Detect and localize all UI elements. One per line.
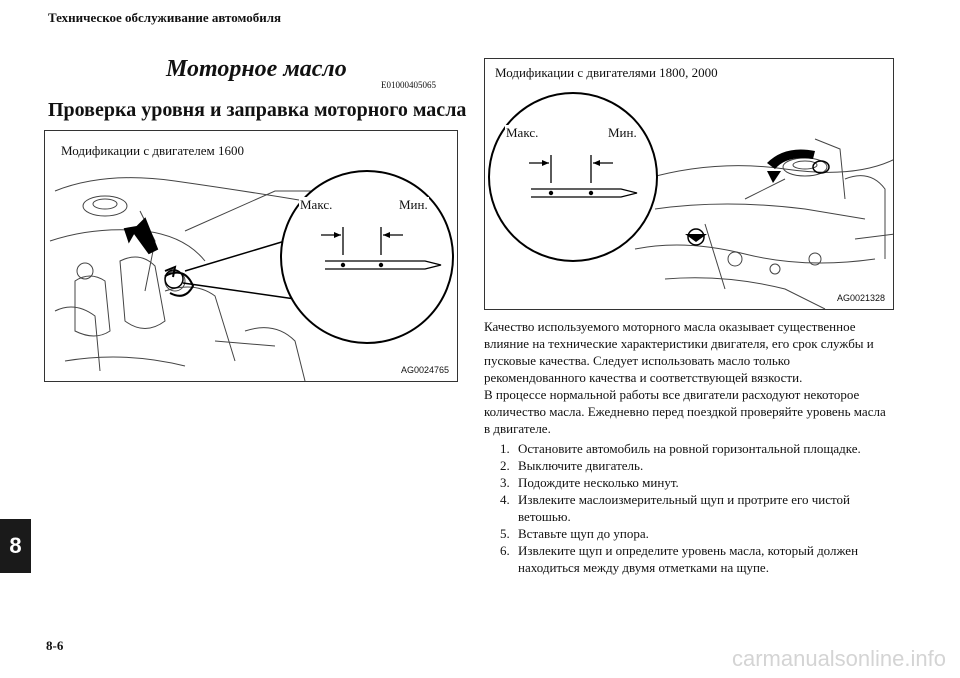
step-number: 5. [500, 526, 510, 541]
body-text [484, 318, 894, 437]
step-text: Извлеките щуп и определите уровень масла, который должен находиться между двумя отметками на щупе. [518, 543, 859, 575]
step-text: Выключите двигатель. [518, 458, 644, 473]
steps-list [500, 440, 900, 576]
step-number: 6. [500, 543, 510, 558]
step-text: Вставьте щуп до упора. [518, 526, 649, 541]
step-text: Извлеките маслоизмерительный щуп и протрите его чистой ветошью. [518, 492, 850, 524]
list-item [500, 542, 900, 576]
body-paragraph: В процессе нормальной работы все двигатели расходуют некоторое количество масла. Ежедневно перед поездкой проверяйте уровень масла в двигателе. [484, 387, 886, 436]
min-mark-label: Мин. [608, 125, 637, 140]
figure-caption: Модификации с двигателями 1800, 2000 [495, 65, 718, 80]
list-item [500, 525, 900, 542]
figure-engine-1800-2000 [484, 58, 894, 310]
list-item [500, 440, 900, 457]
figure-code: AG0021328 [836, 293, 885, 303]
page-number: 8-6 [46, 638, 64, 653]
body-paragraph: Качество используемого моторного масла оказывает существенное влияние на технические характеристики двигателя, его срок службы и пусковые качества. Следует использовать масло только рекомендованного качества и соответствующей вязкости. [484, 319, 874, 385]
engine-1600-illustration [45, 131, 458, 382]
section-tab: 8 [0, 519, 31, 573]
step-number: 1. [500, 441, 510, 456]
running-header: Техническое обслуживание автомобиля [48, 10, 282, 25]
section-title: Моторное масло [166, 56, 347, 82]
max-mark-label: Макс. [300, 197, 333, 212]
figure-code: AG0024765 [400, 365, 449, 375]
step-text: Подождите несколько минут. [518, 475, 679, 490]
max-mark-label: Макс. [506, 125, 539, 140]
section-code: E01000405065 [381, 80, 436, 90]
step-text: Остановите автомобиль на ровной горизонтальной площадке. [518, 441, 861, 456]
section-subtitle: Проверка уровня и заправка моторного масла [48, 99, 467, 121]
step-number: 3. [500, 475, 510, 490]
list-item [500, 457, 900, 474]
step-number: 4. [500, 492, 510, 507]
figure-caption: Модификации с двигателем 1600 [61, 143, 245, 158]
figure-engine-1600 [44, 130, 458, 382]
engine-1800-2000-illustration [485, 59, 894, 310]
list-item [500, 491, 900, 525]
step-number: 2. [500, 458, 510, 473]
list-item [500, 474, 900, 491]
min-mark-label: Мин. [399, 197, 428, 212]
watermark: carmanualsonline.info [731, 646, 946, 671]
